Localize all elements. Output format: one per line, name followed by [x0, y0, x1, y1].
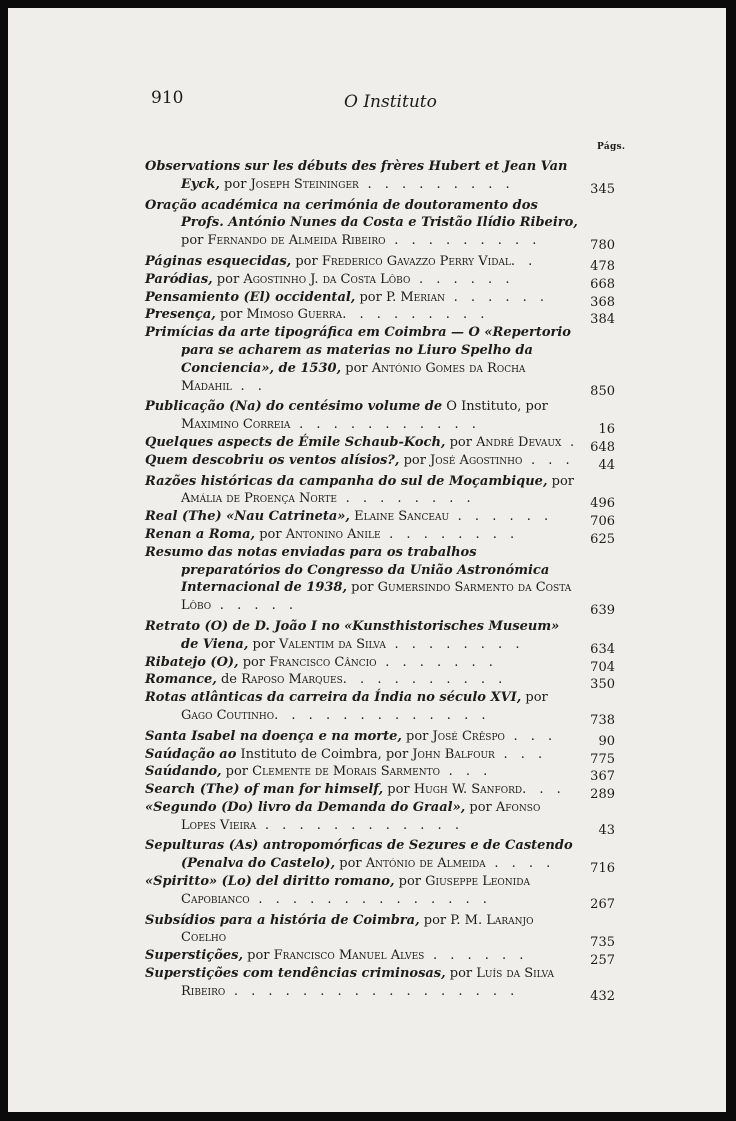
entry-title: Páginas esquecidas, [145, 253, 292, 269]
entry-author: Luís da Silva Ribeiro [181, 966, 554, 999]
entry-page-number: 384 [590, 312, 615, 328]
index-entry [145, 728, 615, 749]
entry-author: Raposo Marques [241, 672, 343, 688]
entry-author: Clemente de Morais Sarmento [252, 764, 440, 780]
entry-leader-dots: . . . . . . . . . . [342, 672, 507, 688]
entry-title: Publicação (Na) do centésimo volume de [145, 399, 443, 415]
entry-title: Pensamiento (El) occidental, [145, 289, 356, 305]
entry-leader-dots: . . . . . . . . . . . . [256, 817, 464, 833]
index-entry [145, 912, 615, 951]
index-entry [145, 271, 615, 292]
entry-page-number: 432 [590, 988, 615, 1004]
entry-leader-dots: . . . [494, 746, 547, 762]
entry-author: Mimoso Guerra [246, 307, 343, 323]
index-entry [145, 965, 615, 1004]
entry-author: José Crêspo [432, 728, 505, 744]
entry-title: «Spiritto» (Lo) del diritto romano, [145, 874, 395, 890]
entry-page-number: 706 [590, 514, 615, 530]
index-entry [145, 306, 615, 328]
entry-connector: por [445, 434, 477, 450]
entry-page-number: 735 [590, 935, 615, 951]
entry-author: Antonino Anile [285, 526, 381, 542]
entry-title: Search (The) of man for himself, [145, 782, 384, 798]
entry-page-number: 780 [590, 238, 615, 254]
index-entry [145, 781, 615, 803]
entry-page-number: 16 [598, 422, 615, 438]
entry-author: Hugh W. Sanford [413, 782, 523, 798]
index-entry [145, 947, 615, 969]
index-entry [145, 671, 615, 693]
index-entry [145, 398, 615, 438]
entry-connector: por [291, 253, 322, 269]
entry-title: Subsídios para a história de Coimbra, [145, 912, 420, 928]
entry-author: Amália de Proença Norte [181, 491, 337, 507]
entry-author: Joseph Steininger [250, 176, 359, 192]
page-number: 910 [151, 88, 184, 108]
index-entry [145, 763, 615, 785]
entry-page-number: 668 [590, 276, 615, 292]
entry-connector: por [347, 580, 378, 596]
entry-leader-dots: . . . [522, 452, 575, 468]
entry-title: Superstições com tendências criminosas, [145, 966, 446, 982]
index-entry [145, 289, 615, 310]
entry-page-number: 634 [590, 641, 615, 657]
index-entry [145, 452, 615, 473]
entry-page-number: 704 [590, 659, 615, 675]
entry-title: «Segundo (Do) livro da Demanda do Graal», [145, 799, 466, 815]
pages-column-label: Págs. [597, 142, 626, 152]
entry-title: Real (The) «Nau Catrineta», [145, 509, 350, 525]
entry-leader-dots: . . [231, 378, 267, 394]
entry-leader-dots: . [561, 434, 579, 450]
entry-page-number: 775 [590, 751, 615, 767]
entry-title: Romance, [145, 672, 217, 688]
entry-leader-dots: . . . . . . [449, 509, 553, 525]
index-entry [145, 837, 615, 877]
index-entry [145, 508, 615, 530]
entry-author: António Gomes da Rocha Madahil [181, 360, 526, 394]
entry-page-number: 850 [590, 383, 615, 399]
entry-connector: por [248, 636, 279, 652]
index-list [145, 158, 615, 1004]
entry-page-number: 639 [590, 603, 615, 619]
entry-connector: por [181, 233, 208, 249]
index-entry [145, 324, 615, 399]
entry-author: Francisco Câncio [269, 654, 377, 670]
entry-page-number: 43 [598, 822, 615, 838]
entry-connector: O Instituto, por [442, 399, 548, 415]
entry-leader-dots: . . . . . . [444, 289, 549, 305]
entry-author: P. M. Laranjo Coelho [181, 912, 534, 946]
entry-title: Quelques aspects de Émile Schaub-Koch, [145, 434, 446, 450]
entry-title: Resumo das notas enviadas para os trabalhos preparatórios do Congresso da União Astronómica Internacional de 1938, [145, 544, 550, 596]
entry-connector: por [521, 690, 548, 706]
entry-connector: por [547, 473, 574, 489]
entry-title: Rotas atlânticas da carreira da Índia no século XVI, [145, 690, 522, 706]
entry-author: Afonso Lopes Vieira [181, 799, 541, 833]
entry-leader-dots: . . . . . . [424, 948, 528, 964]
entry-leader-dots: . . . . . . [410, 271, 514, 287]
index-entry [145, 526, 615, 547]
entry-leader-dots: . . . . . . . . . . . . . . [249, 891, 492, 907]
entry-connector: por [394, 874, 426, 890]
entry-leader-dots: . . . . . [211, 598, 298, 614]
entry-page-number: 267 [590, 896, 615, 912]
entry-leader-dots: . . [510, 253, 537, 269]
entry-title: Quem descobriu os ventos alísios?, [145, 452, 400, 468]
entry-title: Oração académica na cerimónia de doutoramento dos Profs. António Nunes da Costa e Tristão Ilídio Ribeiro, [145, 197, 578, 231]
index-entry [145, 158, 615, 197]
index-entry [145, 618, 615, 657]
entry-author: Elaine Sanceau [354, 509, 450, 525]
entry-connector: por [215, 307, 247, 323]
entry-page-number: 257 [590, 953, 615, 969]
entry-connector: por [221, 764, 253, 780]
entry-author: António de Almeida [365, 856, 486, 872]
entry-leader-dots: . . . . . . . . [337, 491, 476, 507]
entry-author: Francisco Manuel Alves [273, 948, 425, 964]
entry-connector: por [238, 654, 270, 670]
entry-author: José Agostinho [430, 452, 523, 468]
entry-title: Santa Isabel na doença e na morte, [145, 728, 402, 744]
index-entry [145, 473, 615, 512]
index-entry [145, 799, 615, 838]
entry-page-number: 716 [590, 861, 615, 877]
entry-title: Primícias da arte tipográfica em Coimbra — O «Repertorio para se acharem as materias no Liuro Spelho da Conciencia», de 1530, [145, 325, 571, 376]
book-page [8, 8, 726, 1112]
entry-connector: por [445, 966, 477, 982]
entry-author: Gago Coutinho [181, 707, 275, 723]
entry-leader-dots: . . . [522, 782, 566, 798]
entry-title: Saúdação ao [145, 746, 237, 762]
entry-author: Fernando de Almeida Ribeiro [207, 233, 386, 249]
entry-title: Retrato (O) de D. João I no «Kunsthistorisches Museum» de Viena, [145, 618, 560, 652]
index-entry [145, 689, 615, 728]
entry-page-number: 368 [590, 294, 615, 310]
entry-title: Renan a Roma, [145, 526, 256, 542]
entry-leader-dots: . . . . . . . . . . . . . [274, 707, 490, 723]
entry-page-number: 496 [590, 496, 615, 512]
entry-leader-dots: . . . . . . . . [385, 636, 524, 652]
entry-page-number: 289 [590, 787, 615, 803]
entry-page-number: 44 [598, 457, 615, 473]
entry-leader-dots: . . . . . . . [376, 654, 498, 670]
entry-author: Valentim da Silva [279, 636, 386, 652]
entry-title: Observations sur les débuts des frères Hubert et Jean Van Eyck, [145, 159, 568, 192]
entry-connector: Instituto de Coimbra, por [236, 746, 413, 762]
entry-connector: por [335, 856, 366, 872]
entry-title: Sepulturas (As) antropomórficas de Sezures e de Castendo (Penalva do Castelo), [145, 838, 573, 872]
entry-connector: por [255, 526, 286, 542]
entry-leader-dots: . . . . . . . . . [358, 176, 515, 192]
entry-author: Frederico Gavazzo Perry Vidal [321, 253, 511, 269]
index-entry [145, 873, 615, 912]
entry-leader-dots: . . . [439, 764, 492, 780]
entry-leader-dots: . . . . . . . . . . . . . . . . . [225, 983, 519, 999]
entry-connector: por [212, 271, 244, 287]
entry-connector: por [401, 728, 433, 744]
entry-title: Paródias, [145, 271, 213, 287]
entry-connector: por [383, 782, 414, 798]
entry-connector: por [465, 799, 496, 815]
entry-leader-dots: . . . [504, 728, 557, 744]
entry-author: John Balfour [412, 746, 495, 762]
entry-page-number: 738 [590, 712, 615, 728]
entry-connector: por [243, 948, 274, 964]
entry-page-number: 367 [590, 769, 615, 785]
entry-title: Razões históricas da campanha do sul de Moçambique, [145, 473, 548, 489]
entry-leader-dots: . . . . . . . . . [385, 233, 541, 249]
entry-author: Giuseppe Leonida Capobianco [181, 874, 530, 907]
entry-page-number: 478 [590, 258, 615, 274]
entry-title: Superstições, [145, 948, 244, 964]
entry-connector: por [341, 360, 372, 376]
entry-page-number: 625 [590, 531, 615, 547]
entry-page-number: 648 [590, 439, 615, 455]
entry-title: Saúdando, [145, 764, 222, 780]
index-entry [145, 197, 615, 254]
index-entry [145, 746, 615, 767]
entry-connector: por [399, 452, 431, 468]
entry-title: Ribatejo (O), [145, 654, 239, 670]
entry-title: Presença, [145, 307, 216, 323]
entry-author: Agostinho J. da Costa Lôbo [243, 271, 411, 287]
entry-page-number: 90 [598, 733, 615, 749]
entry-leader-dots: . . . . . . . . [380, 526, 519, 542]
entry-leader-dots: . . . . . . . . . . . [290, 417, 481, 433]
entry-leader-dots: . . . . . . . . . [342, 307, 489, 323]
entry-page-number: 350 [590, 677, 615, 693]
entry-author: André Devaux [476, 434, 562, 450]
index-entry [145, 654, 615, 675]
entry-author: P. Merian [385, 289, 445, 305]
running-title: O Instituto [344, 92, 437, 112]
entry-connector: por [355, 289, 386, 305]
entry-page-number: 345 [590, 181, 615, 197]
index-entry [145, 544, 615, 619]
entry-author: Maximino Correia [181, 417, 291, 433]
entry-connector: de [216, 672, 242, 688]
entry-connector: por [419, 912, 451, 928]
index-entry [145, 253, 615, 274]
entry-connector: por [219, 176, 251, 192]
entry-author: Gumersindo Sarmento da Costa Lôbo [181, 580, 572, 614]
entry-leader-dots: . . . . [485, 856, 555, 872]
index-entry [145, 434, 615, 455]
